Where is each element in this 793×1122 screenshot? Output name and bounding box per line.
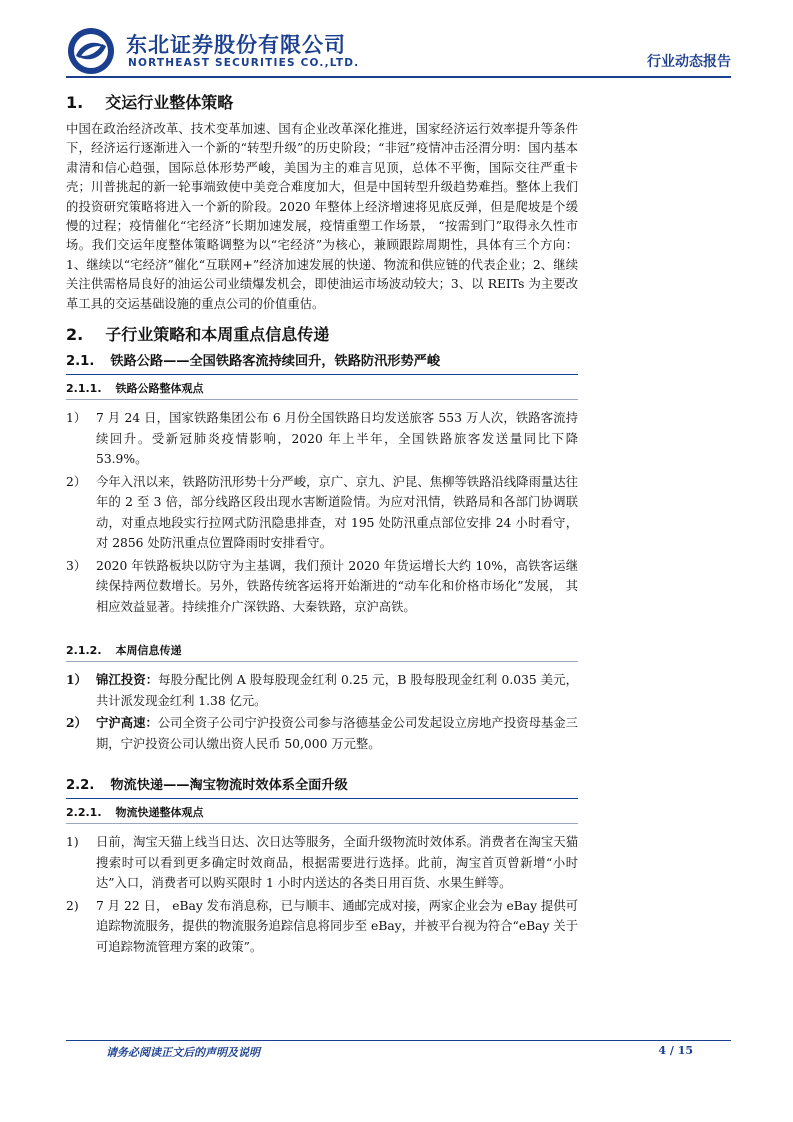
list-item [66, 670, 578, 711]
subsection-number: 2.1.2. [66, 644, 102, 658]
section-1-heading [66, 92, 578, 114]
list-item-text [96, 670, 578, 711]
spacer [66, 619, 578, 637]
footer-disclaimer: 请务必阅读正文后的声明及说明 [106, 1046, 260, 1059]
list-item [66, 713, 578, 754]
list-item-number: 1） [66, 411, 87, 426]
list-item [66, 408, 578, 470]
subsection-title: 物流快递整体观点 [115, 806, 204, 820]
list-item-text [96, 713, 578, 754]
section-title: 子行业策略和本周重点信息传递 [105, 325, 330, 345]
footer-divider [66, 1040, 731, 1041]
company-logo-icon [66, 26, 116, 76]
list-item [66, 896, 578, 958]
header-divider [66, 76, 731, 78]
list-item-number: 2） [66, 474, 87, 489]
subsection-2-2-1-heading [66, 805, 578, 824]
subsection-title: 铁路公路整体观点 [115, 382, 204, 396]
section-1-paragraph: 中国在政治经济改革、技术变革加速、国有企业改革深化推进，国家经济运行效率提升等条件下，经济运行逐渐进入一个新的“转型升级”的历史阶段；“非冠”疫情冲击泾渭分明：国内基本肃清和信心趋强，国际总体形势严峻，美国为主的难言见顶，总体不平衡，国际交往严重卡壳；川普挑起的新一轮事端致使中美竞合难度加大，但是中国转型升级趋势难挡。整体上我们的投资研究策略将进入一个新的阶段。2020 年整体上经济增速将见底反弹，但是爬坡是个缓慢的过程；疫情催化“宅经济”长期加速发展，疫情重塑工作场景， “按需到门”取得永久性市场。我们交运年度整体策略调整为以“宅经济”为核心，兼顾跟踪周期性，具体有三个方向：1、继续以“宅经济”催化“互联网+”经济加速发展的快递、物流和供应链的代表企业；2、继续关注供需格局良好的油运公司业绩爆发机会，即使油运市场波动较大；3、以 REITs 为主要改革工具的交运基础设施的重点公司的价值重估。 [66, 122, 578, 311]
subsection-number: 2.2. [66, 778, 95, 794]
list-item-text: 日前，淘宝天猫上线当日达、次日达等服务，全面升级物流时效体系。消费者在淘宝天猫搜索时可以看到更多确定时效商品，根据需要进行选择。此前，淘宝首页曾新增“小时达”入口，消费者可以购买限时 1 小时内送达的各类日用百货、水果生鲜等。 [96, 835, 578, 891]
main-content [66, 92, 578, 959]
company-name: 宁沪高速： [96, 715, 158, 731]
subsection-2-1-1-heading [66, 381, 578, 400]
subsection-number: 2.2.1. [66, 806, 102, 820]
subsection-2-2-heading [66, 776, 578, 799]
list-item-text: 2020 年铁路板块以防守为主基调，我们预计 2020 年货运增长大约 10%，高铁客运继续保持两位数增长。另外，铁路传统客运将开始渐进的“动车化和价格市场化”发展， 其相应效益显著。持续推介广深铁路、大秦铁路，京沪高铁。 [96, 558, 578, 614]
list-item-number: 1) [66, 835, 79, 850]
section-title: 交运行业整体策略 [105, 93, 234, 112]
subsection-2-1-heading [66, 352, 578, 375]
company-name: 锦江投资： [96, 672, 159, 688]
subsection-number: 2.1.1. [66, 382, 102, 396]
list-item-number: 1） [66, 672, 87, 688]
subsection-2-1-2-heading [66, 643, 578, 662]
page-number: 4 / 15 [658, 1044, 693, 1057]
news-text: 每股分配比例 A 股每股现金红利 0.25 元，B 股每股现金红利 0.035 美元，共计派发现金红利 1.38 亿元。 [96, 673, 578, 708]
list-item-text: 今年入汛以来，铁路防汛形势十分严峻，京广、京九、沪昆、焦柳等铁路沿线降雨量达往年的 2 至 3 倍，部分线路区段出现水害断道险情。为应对汛情，铁路局和各部门协调联动，对重点地段实行拉网式防汛隐患排查，对 195 处防汛重点部位安排 24 小时看守，对 2856 处防汛重点位置降雨时安排看守。 [96, 474, 578, 551]
list-item-text: 7 月 24 日，国家铁路集团公布 6 月份全国铁路日均发送旅客 553 万人次，铁路客流持续回升。受新冠肺炎疫情影响，2020 年上半年，全国铁路旅客发送量同比下降 53.9%。 [96, 411, 578, 467]
list-item [66, 556, 578, 618]
list-item-number: 3） [66, 558, 87, 573]
list-item [66, 472, 578, 554]
page-header [66, 26, 731, 76]
company-name-cn: 东北证券股份有限公司 [126, 33, 346, 57]
subsection-title: 本周信息传递 [115, 644, 182, 658]
section-2-heading [66, 324, 578, 346]
subsection-title: 物流快递——淘宝物流时效体系全面升级 [110, 778, 348, 794]
list-item-text: 7 月 22 日， eBay 发布消息称，已与顺丰、通邮完成对接，两家企业会为 eBay 提供可追踪物流服务，提供的物流服务追踪信息将同步至 eBay，并被平台视为符合“eBay 关于可追踪物流管理方案的政策”。 [96, 898, 578, 954]
news-text: 公司全资子公司宁沪投资公司参与洛德基金公司发起设立房地产投资母基金三期，宁沪投资公司认缴出资人民币 50,000 万元整。 [96, 716, 578, 751]
section-number: 1. [66, 93, 84, 112]
subsection-title: 铁路公路——全国铁路客流持续回升，铁路防汛形势严峻 [110, 354, 441, 370]
list-item-number: 2) [66, 898, 79, 913]
company-name-en: NORTHEAST SECURITIES CO.,LTD. [128, 57, 360, 69]
report-type: 行业动态报告 [647, 54, 731, 70]
list-item [66, 832, 578, 894]
subsection-number: 2.1. [66, 354, 95, 370]
spacer [66, 756, 578, 770]
section-number: 2. [66, 325, 84, 345]
list-item-number: 2） [66, 715, 87, 731]
